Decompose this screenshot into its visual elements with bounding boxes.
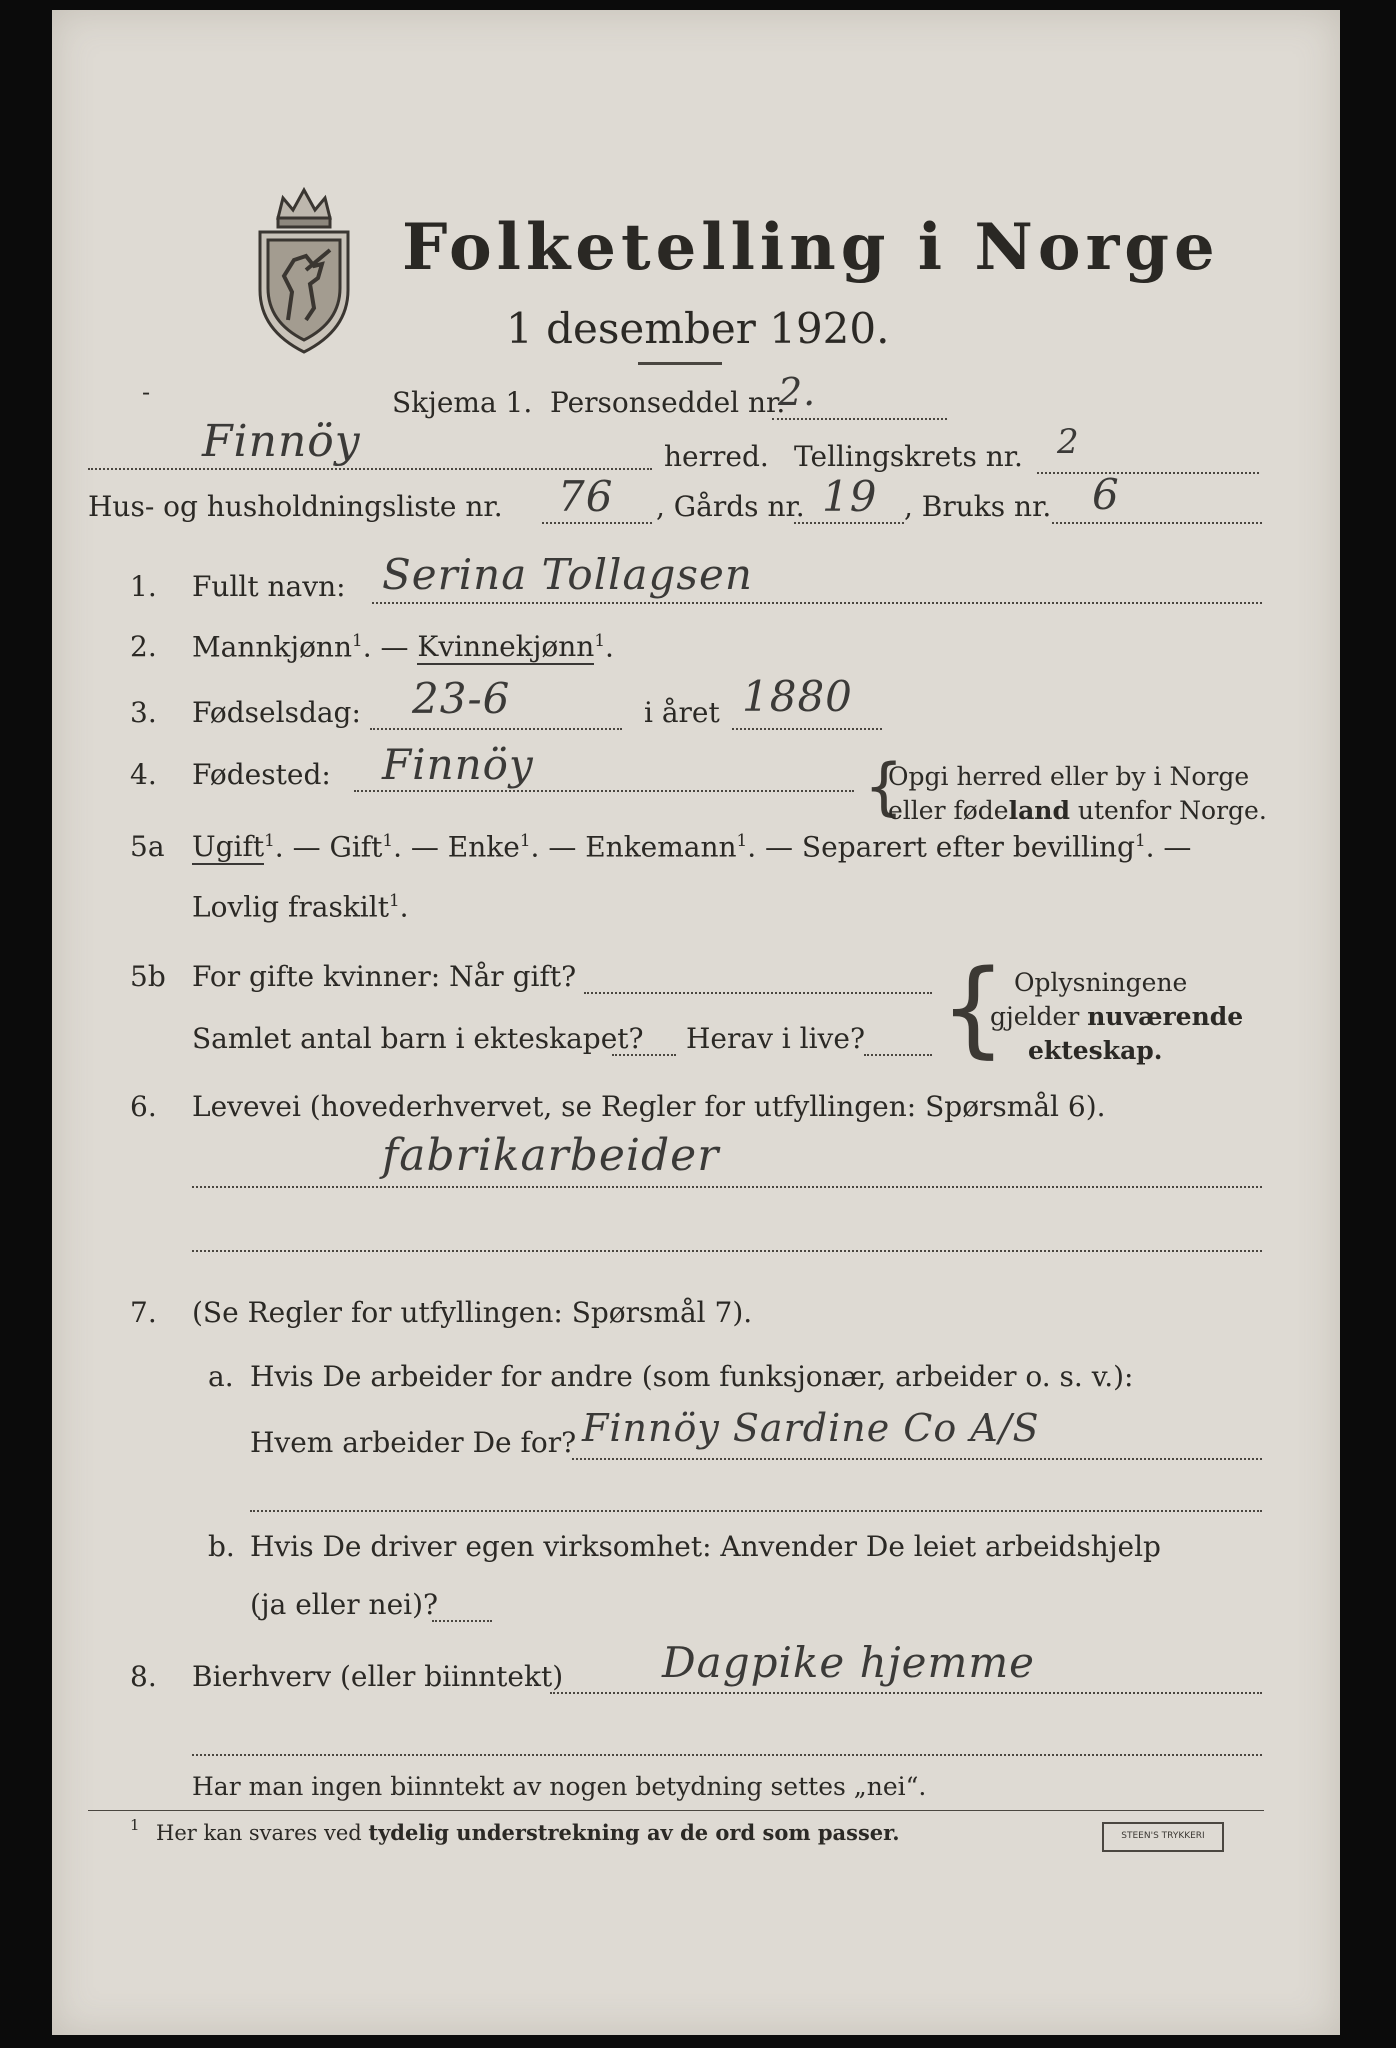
hus-value[interactable]: 76 bbox=[558, 472, 614, 521]
q7a-label: Hvis De arbeider for andre (som funksjonær, arbeider o. s. v.): bbox=[250, 1360, 1134, 1393]
q5b-number: 5b bbox=[130, 960, 166, 993]
q7-number: 7. bbox=[130, 1296, 157, 1329]
q3-value[interactable]: 23-6 bbox=[412, 674, 511, 723]
q6-number: 6. bbox=[130, 1090, 157, 1123]
q5a-enke-footnote: 1 bbox=[519, 830, 531, 850]
q8-label: Bierhverv (eller biinntekt) bbox=[192, 1660, 564, 1693]
q7b-line2-label: (ja eller nei)? bbox=[250, 1588, 439, 1621]
q3-year-value[interactable]: 1880 bbox=[742, 672, 853, 721]
skjema-label: Skjema 1. bbox=[392, 386, 533, 419]
q8-line2 bbox=[192, 1754, 1262, 1756]
census-form-sheet bbox=[52, 10, 1340, 2035]
q5a-number: 5a bbox=[130, 830, 165, 863]
q5b-note-line1: Oplysningene bbox=[1014, 968, 1188, 997]
q4-note-part-c: utenfor Norge. bbox=[1077, 796, 1267, 825]
gards-value[interactable]: 19 bbox=[822, 472, 878, 521]
bruks-value[interactable]: 6 bbox=[1092, 470, 1120, 519]
q5a-end: . — bbox=[1145, 830, 1192, 864]
q4-line bbox=[354, 790, 854, 792]
q5b-line1 bbox=[584, 992, 932, 994]
q5a-ugift-option[interactable]: Ugift bbox=[192, 830, 265, 864]
margin-mark: - bbox=[142, 378, 151, 406]
q1-value[interactable]: Serina Tollagsen bbox=[382, 550, 753, 599]
herred-line bbox=[88, 468, 652, 470]
biinntekt-note: Har man ingen biinntekt av nogen betydning settes „nei“. bbox=[192, 1772, 927, 1801]
q5b-alive-line bbox=[864, 1054, 932, 1056]
gards-line bbox=[794, 522, 904, 524]
footnote-divider bbox=[88, 1810, 1264, 1811]
q5a-options bbox=[192, 830, 1191, 863]
q2-separator: . — bbox=[362, 630, 409, 664]
q1-number: 1. bbox=[130, 570, 157, 603]
q7b-letter: b. bbox=[208, 1530, 235, 1563]
q5b-note-part-a: gjelder bbox=[990, 1002, 1080, 1031]
footnote-mark: 1 bbox=[130, 1816, 140, 1834]
q3-year-label: i året bbox=[644, 696, 720, 729]
tellingskrets-label: Tellingskrets nr. bbox=[794, 440, 1023, 473]
hus-line bbox=[542, 522, 652, 524]
q5a-gift-footnote: 1 bbox=[382, 830, 394, 850]
q4-note-line2 bbox=[888, 796, 1267, 825]
q3-number: 3. bbox=[130, 696, 157, 729]
bruks-label: , Bruks nr. bbox=[904, 490, 1052, 523]
q5b-herav-label: Herav i live? bbox=[686, 1022, 865, 1055]
q8-value[interactable]: Dagpike hjemme bbox=[662, 1638, 1036, 1687]
q2-male-footnote: 1 bbox=[352, 630, 363, 650]
q4-value[interactable]: Finnöy bbox=[382, 740, 534, 789]
q5b-note-part-b: nuværende bbox=[1087, 1002, 1244, 1031]
q5a-separert-option[interactable]: . — Separert efter bevilling bbox=[747, 830, 1135, 864]
footnote-part-b: tydelig understrekning av de ord som passer. bbox=[368, 1820, 900, 1845]
q5b-line2-label: Samlet antal barn i ekteskapet? bbox=[192, 1022, 644, 1055]
herred-label: herred. bbox=[664, 440, 769, 473]
q5a-gift-option[interactable]: . — Gift bbox=[274, 830, 383, 864]
q8-number: 8. bbox=[130, 1660, 157, 1693]
footnote-part-a: Her kan svares ved bbox=[156, 1821, 362, 1845]
q1-line bbox=[372, 602, 1262, 604]
q3-label: Fødselsdag: bbox=[192, 696, 361, 729]
hus-label: Hus- og husholdningsliste nr. bbox=[88, 490, 503, 523]
title-divider bbox=[638, 362, 722, 365]
q4-brace: { bbox=[864, 750, 904, 823]
q5a-separert-footnote: 1 bbox=[1134, 830, 1146, 850]
q5a-ugift-footnote: 1 bbox=[264, 830, 275, 850]
q8-line bbox=[550, 1692, 1262, 1694]
q5b-brace: { bbox=[940, 947, 1007, 1069]
printer-stamp: STEEN'S TRYKKERI bbox=[1102, 1822, 1224, 1852]
q7a-line bbox=[572, 1458, 1262, 1460]
q4-note-line1: Opgi herred eller by i Norge bbox=[888, 762, 1250, 791]
q2-female-footnote: 1 bbox=[594, 630, 606, 650]
tellingskrets-value[interactable]: 2 bbox=[1057, 422, 1080, 462]
tellingskrets-line bbox=[1037, 472, 1259, 474]
q5a-fraskilt-footnote: 1 bbox=[388, 890, 400, 910]
q6-line1 bbox=[192, 1186, 1262, 1188]
q6-value[interactable]: fabrikarbeider bbox=[382, 1130, 720, 1181]
q4-note-part-a: eller føde bbox=[888, 796, 1009, 825]
personseddel-value[interactable]: 2. bbox=[778, 370, 817, 414]
q6-label: Levevei (hovederhvervet, se Regler for utfyllingen: Spørsmål 6). bbox=[192, 1090, 1106, 1123]
gards-label: , Gårds nr. bbox=[656, 490, 805, 523]
q5a-enke-option[interactable]: . — Enke bbox=[393, 830, 520, 864]
q5a-fraskilt-option[interactable]: Lovlig fraskilt bbox=[192, 890, 389, 924]
q5a-line2 bbox=[192, 890, 409, 923]
footnote-text bbox=[156, 1820, 900, 1845]
bruks-line bbox=[1052, 522, 1262, 524]
q5a-enkemann-footnote: 1 bbox=[736, 830, 748, 850]
q2-end: . bbox=[605, 630, 614, 664]
census-date: 1 desember 1920. bbox=[506, 304, 890, 353]
herred-value[interactable]: Finnöy bbox=[202, 416, 361, 467]
q2-male-option[interactable]: Mannkjønn bbox=[192, 630, 353, 664]
q4-number: 4. bbox=[130, 758, 157, 791]
q7-label: (Se Regler for utfyllingen: Spørsmål 7). bbox=[192, 1296, 753, 1329]
q5b-children-line bbox=[612, 1054, 676, 1056]
q7a-letter: a. bbox=[208, 1360, 234, 1393]
q3-line bbox=[370, 728, 622, 730]
q2-text bbox=[192, 630, 614, 663]
q5a-line2-end: . bbox=[399, 890, 409, 924]
q7a-line2-label: Hvem arbeider De for? bbox=[250, 1426, 577, 1459]
norwegian-coat-of-arms-icon bbox=[248, 180, 360, 360]
q5a-enkemann-option[interactable]: . — Enkemann bbox=[530, 830, 737, 864]
personseddel-line bbox=[772, 418, 947, 420]
q5b-note-line3: ekteskap. bbox=[1028, 1036, 1163, 1065]
personseddel-label: Personseddel nr. bbox=[550, 386, 786, 419]
q7b-label: Hvis De driver egen virksomhet: Anvender De leiet arbeidshjelp bbox=[250, 1530, 1161, 1563]
q2-female-option[interactable]: Kvinnekjønn bbox=[417, 630, 595, 664]
q2-number: 2. bbox=[130, 630, 157, 663]
q7a-value[interactable]: Finnöy Sardine Co A/S bbox=[582, 1406, 1040, 1450]
q1-label: Fullt navn: bbox=[192, 570, 346, 603]
page-title: Folketelling i Norge bbox=[402, 210, 1220, 285]
q6-line2 bbox=[192, 1250, 1262, 1252]
q5b-label: For gifte kvinner: Når gift? bbox=[192, 960, 577, 993]
q5b-note-line2 bbox=[990, 1002, 1243, 1031]
q3-year-line bbox=[732, 728, 882, 730]
q7b-line bbox=[432, 1620, 492, 1622]
q4-note-part-b: land bbox=[1008, 796, 1070, 825]
q7a-line-extra bbox=[250, 1510, 1262, 1512]
q4-label: Fødested: bbox=[192, 758, 331, 791]
